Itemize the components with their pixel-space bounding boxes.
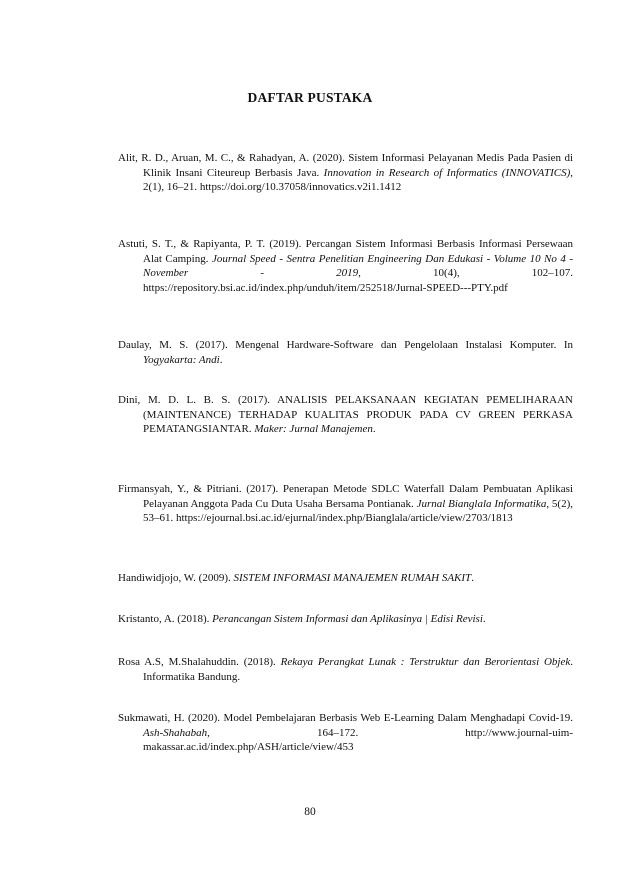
reference-entry: Firmansyah, Y., & Pitriani. (2017). Penerapan Metode SDLC Waterfall Dalam Pembuatan Aplikasi Pelayanan Anggota Pada Cu Duta Usaha Bersama Pontianak. Jurnal Bianglala Informatika, 5(2), 53–61. https://ejournal.bsi.ac.id/ejurnal/index.php/Bianglala/article/view/2703/1813 xyxy=(118,483,574,524)
reference-entry: Kristanto, A. (2018). Perancangan Sistem Informasi dan Aplikasinya | Edisi Revisi. xyxy=(118,613,486,625)
reference-entry: Dini, M. D. L. B. S. (2017). ANALISIS PELAKSANAAN KEGIATAN PEMELIHARAAN (MAINTENANCE) TERHADAP KUALITAS PRODUK PADA CV GREEN PERKASA PEMATANGSIANTAR. Maker: Jurnal Manajemen. xyxy=(118,394,573,435)
reference-entry: Rosa A.S, M.Shalahuddin. (2018). Rekaya Perangkat Lunak : Terstruktur dan Berorientasi Objek. Informatika Bandung. xyxy=(118,656,573,683)
page-number: 80 xyxy=(304,806,316,818)
page-title: DAFTAR PUSTAKA xyxy=(247,90,373,105)
reference-entry: Handiwidjojo, W. (2009). SISTEM INFORMASI MANAJEMEN RUMAH SAKIT. xyxy=(118,572,474,584)
reference-entry: Sukmawati, H. (2020). Model Pembelajaran Berbasis Web E-Learning Dalam Menghadapi Covid-19. Ash-Shahabah, 164–172. http://www.journal-uim-makassar.ac.id/index.php/ASH/article/view/453 xyxy=(118,712,573,753)
reference-entry: Daulay, M. S. (2017). Mengenal Hardware-Software dan Pengelolaan Instalasi Komputer. In Yogyakarta: Andi. xyxy=(118,339,573,366)
reference-entry: Alit, R. D., Aruan, M. C., & Rahadyan, A. (2020). Sistem Informasi Pelayanan Medis Pada Pasien di Klinik Insani Citeureup Berbasis Java. Innovation in Research of Informatics (INNOVATICS), 2(1), 16–21. https://doi.org/10.37058/innovatics.v2i1.1412 xyxy=(118,152,573,193)
reference-entry: Astuti, S. T., & Rapiyanta, P. T. (2019). Percangan Sistem Informasi Berbasis Informasi Persewaan Alat Camping. Journal Speed - Sentra Penelitian Engineering Dan Edukasi - Volume 10 No 4 - November - 2019, 10(4), 102–107. https://repository.bsi.ac.id/index.php/unduh/item/252518/Jurnal-SPEED---PTY.pdf xyxy=(118,238,574,294)
